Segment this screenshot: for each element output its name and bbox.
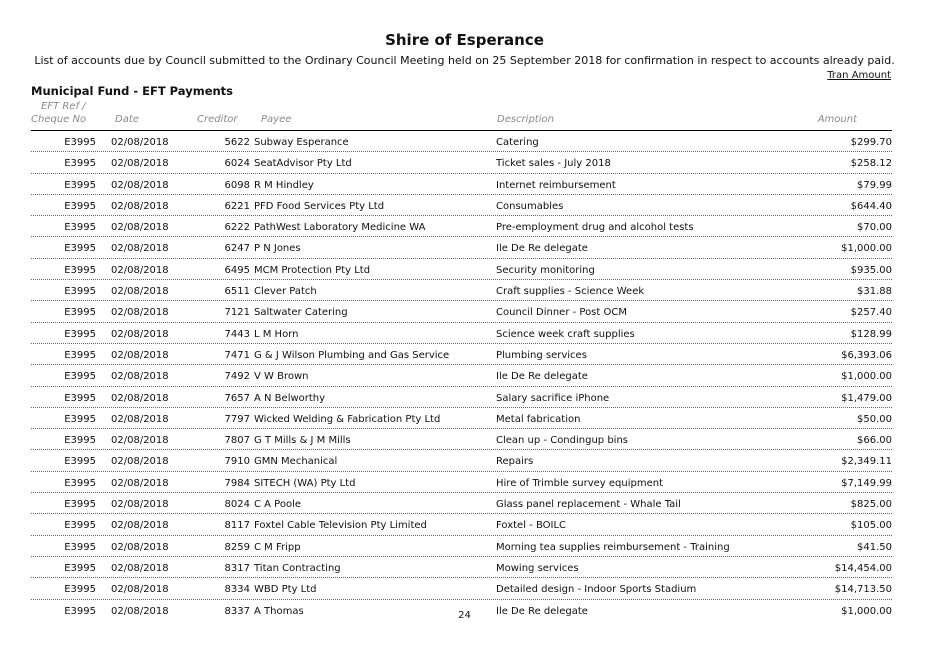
description-cell: Ile De Re delegate (496, 243, 588, 255)
eft-ref-cell: E3995 (64, 222, 96, 234)
payee-cell: SeatAdvisor Pty Ltd (254, 158, 352, 170)
table-row (31, 280, 892, 301)
page-number: 24 (458, 610, 471, 621)
description-cell: Council Dinner - Post OCM (496, 307, 627, 319)
date-cell: 02/08/2018 (111, 392, 169, 404)
payee-cell: G & J Wilson Plumbing and Gas Service (254, 349, 450, 361)
description-cell: Foxtel - BOILC (496, 520, 566, 532)
amount-cell: $14,454.00 (834, 562, 892, 574)
eft-ref-cell: E3995 (64, 605, 96, 617)
amount-cell: $128.99 (850, 328, 892, 340)
date-cell: 02/08/2018 (111, 349, 169, 361)
creditor-cell: 7121 (224, 307, 250, 319)
date-cell: 02/08/2018 (111, 520, 169, 532)
description-cell: Pre-employment drug and alcohol tests (496, 222, 694, 234)
col-header-description: Description (497, 114, 554, 125)
date-cell: 02/08/2018 (111, 605, 169, 617)
date-cell: 02/08/2018 (111, 137, 169, 148)
table-row (31, 323, 892, 344)
eft-ref-cell: E3995 (64, 307, 96, 319)
eft-ref-cell: E3995 (64, 562, 96, 574)
amount-cell: $1,000.00 (841, 371, 892, 383)
amount-cell: $935.00 (850, 264, 892, 276)
creditor-cell: 6098 (224, 179, 250, 191)
amount-cell: $257.40 (850, 307, 892, 319)
table-row (31, 578, 892, 599)
table-row (31, 429, 892, 450)
eft-ref-cell: E3995 (64, 499, 96, 511)
date-cell: 02/08/2018 (111, 371, 169, 383)
creditor-cell: 7657 (224, 392, 250, 404)
creditor-cell: 6221 (224, 200, 250, 212)
table-row (31, 174, 892, 195)
table-row (31, 387, 892, 408)
amount-cell: $70.00 (857, 222, 892, 234)
description-cell: Consumables (496, 200, 564, 212)
description-cell: Morning tea supplies reimbursement - Training (496, 541, 730, 553)
payee-cell: MCM Protection Pty Ltd (254, 264, 371, 276)
date-cell: 02/08/2018 (111, 328, 169, 340)
amount-cell: $7,149.99 (841, 477, 892, 489)
col-header-date: Date (115, 114, 139, 125)
description-cell: Glass panel replacement - Whale Tail (496, 499, 681, 511)
eft-ref-cell: E3995 (64, 456, 96, 468)
eft-ref-cell: E3995 (64, 158, 96, 170)
amount-cell: $2,349.11 (841, 456, 892, 468)
col-header-amount: Amount (817, 114, 857, 125)
page-title: Shire of Esperance (385, 31, 544, 49)
description-cell: Security monitoring (496, 264, 595, 276)
payee-cell: Saltwater Catering (254, 307, 348, 319)
eft-ref-cell: E3995 (64, 435, 96, 447)
description-cell: Detailed design - Indoor Sports Stadium (496, 584, 697, 596)
description-cell: Catering (496, 137, 539, 148)
date-cell: 02/08/2018 (111, 499, 169, 511)
payee-cell: Titan Contracting (254, 562, 341, 574)
tran-amount-label: Tran Amount (827, 70, 891, 81)
description-cell: Internet reimbursement (496, 179, 616, 191)
table-row (31, 131, 892, 152)
table-row (31, 450, 892, 471)
creditor-cell: 8317 (224, 562, 250, 574)
creditor-cell: 8259 (224, 541, 250, 553)
table-row (31, 237, 892, 258)
creditor-cell: 7443 (224, 328, 250, 340)
date-cell: 02/08/2018 (111, 541, 169, 553)
creditor-cell: 7797 (224, 413, 250, 425)
table-row (31, 344, 892, 365)
table-row (31, 301, 892, 322)
amount-cell: $31.88 (857, 286, 892, 298)
description-cell: Ile De Re delegate (496, 371, 588, 383)
amount-cell: $14,713.50 (834, 584, 892, 596)
col-header-ref-line1: EFT Ref / (41, 101, 86, 112)
eft-ref-cell: E3995 (64, 520, 96, 532)
payee-cell: G T Mills & J M Mills (254, 435, 351, 447)
payee-cell: Wicked Welding & Fabrication Pty Ltd (254, 413, 441, 425)
creditor-cell: 6024 (224, 158, 250, 170)
amount-cell: $258.12 (850, 158, 892, 170)
date-cell: 02/08/2018 (111, 435, 169, 447)
eft-ref-cell: E3995 (64, 286, 96, 298)
date-cell: 02/08/2018 (111, 158, 169, 170)
description-cell: Mowing services (496, 562, 579, 574)
eft-ref-cell: E3995 (64, 243, 96, 255)
creditor-cell: 8117 (224, 520, 250, 532)
amount-cell: $41.50 (857, 541, 892, 553)
payee-cell: P N Jones (254, 243, 301, 255)
payee-cell: A N Belworthy (254, 392, 326, 404)
eft-ref-cell: E3995 (64, 264, 96, 276)
table-row (31, 195, 892, 216)
col-header-payee: Payee (261, 114, 292, 125)
eft-ref-cell: E3995 (64, 541, 96, 553)
table-row (31, 514, 892, 535)
creditor-cell: 7492 (224, 371, 250, 383)
creditor-cell: 6495 (224, 264, 250, 276)
date-cell: 02/08/2018 (111, 286, 169, 298)
table-row (31, 472, 892, 493)
amount-cell: $644.40 (850, 200, 892, 212)
description-cell: Clean up - Condingup bins (496, 435, 628, 447)
description-cell: Plumbing services (496, 349, 587, 361)
page-subtitle: List of accounts due by Council submitted to the Ordinary Council Meeting held on 25 September 2018 for confirmation in respect to accounts already paid. (34, 54, 895, 67)
table-row (31, 259, 892, 280)
amount-cell: $6,393.06 (841, 349, 892, 361)
creditor-cell: 7471 (224, 349, 250, 361)
date-cell: 02/08/2018 (111, 477, 169, 489)
amount-cell: $79.99 (857, 179, 892, 191)
payee-cell: V W Brown (254, 371, 309, 383)
date-cell: 02/08/2018 (111, 264, 169, 276)
creditor-cell: 8337 (224, 605, 250, 617)
amount-cell: $1,000.00 (841, 243, 892, 255)
creditor-cell: 7807 (224, 435, 250, 447)
eft-ref-cell: E3995 (64, 413, 96, 425)
description-cell: Metal fabrication (496, 413, 581, 425)
creditor-cell: 6511 (224, 286, 250, 298)
amount-cell: $1,000.00 (841, 605, 892, 617)
col-header-creditor: Creditor (197, 114, 238, 125)
eft-ref-cell: E3995 (64, 137, 96, 148)
eft-ref-cell: E3995 (64, 200, 96, 212)
amount-cell: $50.00 (857, 413, 892, 425)
payee-cell: Foxtel Cable Television Pty Limited (254, 520, 427, 532)
date-cell: 02/08/2018 (111, 562, 169, 574)
date-cell: 02/08/2018 (111, 243, 169, 255)
payee-cell: R M Hindley (254, 179, 314, 191)
payee-cell: Subway Esperance (254, 137, 349, 148)
description-cell: Science week craft supplies (496, 328, 635, 340)
eft-ref-cell: E3995 (64, 392, 96, 404)
table-row (31, 365, 892, 386)
creditor-cell: 8024 (224, 499, 250, 511)
payee-cell: PathWest Laboratory Medicine WA (254, 222, 426, 234)
date-cell: 02/08/2018 (111, 200, 169, 212)
section-heading: Municipal Fund - EFT Payments (31, 84, 234, 98)
creditor-cell: 6222 (224, 222, 250, 234)
amount-cell: $66.00 (857, 435, 892, 447)
payee-cell: Clever Patch (254, 286, 317, 298)
date-cell: 02/08/2018 (111, 413, 169, 425)
description-cell: Craft supplies - Science Week (496, 286, 645, 298)
payee-cell: L M Horn (254, 328, 299, 340)
payee-cell: WBD Pty Ltd (254, 584, 317, 596)
creditor-cell: 7984 (224, 477, 250, 489)
payee-cell: C M Fripp (254, 541, 301, 553)
table-row (31, 408, 892, 429)
payee-cell: PFD Food Services Pty Ltd (254, 200, 385, 212)
description-cell: Ticket sales - July 2018 (496, 158, 611, 170)
description-cell: Ile De Re delegate (496, 605, 588, 617)
description-cell: Repairs (496, 456, 534, 468)
creditor-cell: 5622 (224, 137, 250, 148)
table-row (31, 493, 892, 514)
eft-ref-cell: E3995 (64, 371, 96, 383)
date-cell: 02/08/2018 (111, 222, 169, 234)
eft-ref-cell: E3995 (64, 179, 96, 191)
description-cell: Hire of Trimble survey equipment (496, 477, 664, 489)
payee-cell: C A Poole (254, 499, 302, 511)
description-cell: Salary sacrifice iPhone (496, 392, 610, 404)
eft-ref-cell: E3995 (64, 328, 96, 340)
payee-cell: SITECH (WA) Pty Ltd (254, 477, 356, 489)
date-cell: 02/08/2018 (111, 456, 169, 468)
amount-cell: $105.00 (850, 520, 892, 532)
creditor-cell: 8334 (224, 584, 250, 596)
col-header-ref-line2: Cheque No (31, 114, 87, 125)
table-row (31, 536, 892, 557)
amount-cell: $299.70 (850, 137, 892, 148)
table-row (31, 152, 892, 173)
date-cell: 02/08/2018 (111, 584, 169, 596)
creditor-cell: 6247 (224, 243, 250, 255)
payee-cell: A Thomas (254, 605, 304, 617)
date-cell: 02/08/2018 (111, 307, 169, 319)
eft-ref-cell: E3995 (64, 477, 96, 489)
date-cell: 02/08/2018 (111, 179, 169, 191)
eft-ref-cell: E3995 (64, 584, 96, 596)
payee-cell: GMN Mechanical (254, 456, 338, 468)
eft-ref-cell: E3995 (64, 349, 96, 361)
payments-table (31, 131, 892, 620)
amount-cell: $825.00 (850, 499, 892, 511)
table-row (31, 557, 892, 578)
creditor-cell: 7910 (224, 456, 250, 468)
table-row (31, 216, 892, 237)
amount-cell: $1,479.00 (841, 392, 892, 404)
